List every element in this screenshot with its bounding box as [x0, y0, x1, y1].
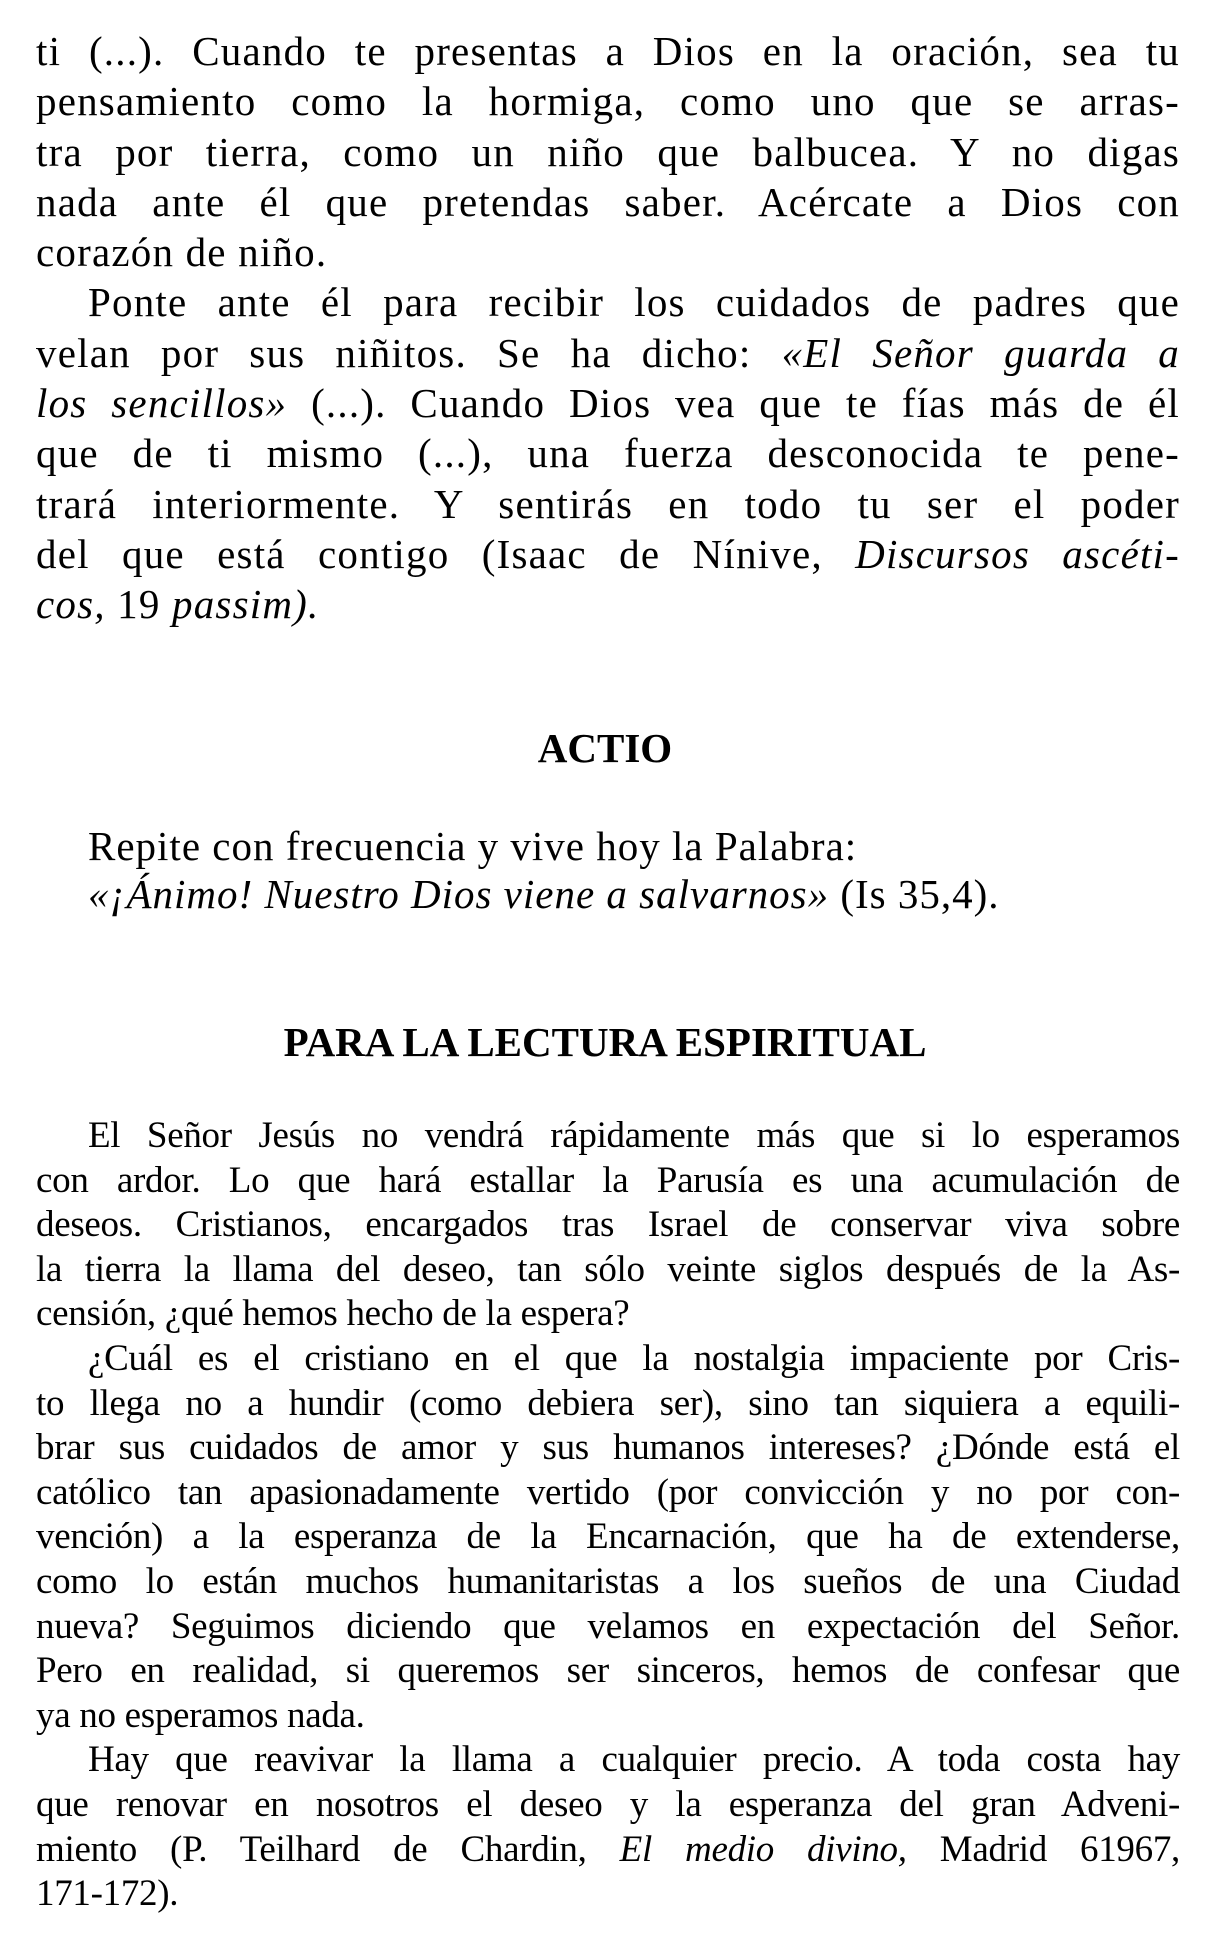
text-line [36, 277, 1180, 327]
text-segment: censión, ¿qué hemos hecho de la espera? [36, 1293, 630, 1335]
text-segment: velan por sus niñitos. Se ha dicho: [36, 329, 782, 376]
text-segment: miento (P. Teilhard de Chardin, [36, 1828, 620, 1870]
text-segment: Madrid 61967, [906, 1828, 1180, 1870]
text-line [36, 479, 1180, 529]
text-line [36, 177, 1180, 227]
text-segment: pensamiento como la hormiga, como uno que se arras- [36, 78, 1180, 125]
text-line [36, 1292, 1180, 1337]
text-line [36, 1872, 1180, 1917]
text-line [36, 1649, 1180, 1694]
text-line [36, 822, 1180, 870]
lectura-heading: PARA LA LECTURA ESPIRITUAL [283, 1019, 927, 1065]
text-line [36, 1114, 1180, 1159]
text-line [36, 428, 1180, 478]
text-line [36, 76, 1180, 126]
text-line [36, 1560, 1180, 1605]
text-line [36, 1203, 1180, 1248]
text-segment: 19 [105, 581, 173, 628]
text-segment: ¿Cuál es el cristiano en el que la nostalgia impaciente por Cris- [88, 1337, 1180, 1379]
text-segment: nada ante él que pretendas saber. Acércate a Dios con [36, 178, 1180, 225]
italic-text: Discursos ascéti- [855, 530, 1180, 577]
text-line [36, 529, 1180, 579]
text-line [36, 1605, 1180, 1650]
text-line [36, 1694, 1180, 1739]
paragraph [36, 26, 1180, 277]
lectura-text [36, 1114, 1180, 1917]
paragraph [36, 277, 1180, 629]
paragraph [36, 1114, 1180, 1337]
text-line [36, 26, 1180, 76]
text-line [36, 579, 1180, 629]
text-line [36, 1738, 1180, 1783]
italic-text: cos, [36, 581, 106, 628]
italic-text: «El Señor guarda a [781, 329, 1180, 376]
paragraph [36, 1738, 1180, 1916]
text-segment: to llega no a hundir (como debiera ser), sino tan siquiera a equili- [36, 1382, 1180, 1424]
text-segment: que renovar en nosotros el deseo y la esperanza del gran Adveni- [36, 1783, 1180, 1825]
italic-text: passim). [172, 581, 320, 628]
text-segment: (Is 35,4). [829, 871, 1000, 917]
text-segment: como lo están muchos humanitaristas a los sueños de una Ciudad [36, 1560, 1180, 1602]
text-segment: tra por tierra, como un niño que balbucea. Y no digas [36, 128, 1180, 175]
text-segment: vención) a la esperanza de la Encarnación, que ha de extenderse, [36, 1516, 1180, 1558]
text-line [36, 328, 1180, 378]
actio-text [36, 822, 1180, 918]
text-segment: trará interiormente. Y sentirás en todo tu ser el poder [36, 480, 1180, 527]
text-segment: nueva? Seguimos diciendo que velamos en expectación del Señor. [36, 1605, 1180, 1647]
text-line [36, 1248, 1180, 1293]
text-segment: corazón de niño. [36, 229, 328, 276]
text-line [36, 1783, 1180, 1828]
text-segment: brar sus cuidados de amor y sus humanos intereses? ¿Dónde está el [36, 1427, 1180, 1469]
text-line [36, 1515, 1180, 1560]
meditation-text [36, 26, 1180, 630]
paragraph [36, 1337, 1180, 1738]
text-line [36, 1471, 1180, 1516]
text-line [36, 127, 1180, 177]
text-segment: Ponte ante él para recibir los cuidados de padres que [88, 279, 1180, 326]
text-line [36, 1828, 1180, 1873]
text-line [36, 1159, 1180, 1204]
text-segment: Repite con frecuencia y vive hoy la Palabra: [88, 823, 858, 869]
italic-text: los sencillos» [36, 380, 288, 427]
text-segment: la tierra la llama del deseo, tan sólo veinte siglos después de la As- [36, 1248, 1180, 1290]
text-segment: que de ti mismo (...), una fuerza desconocida te pene- [36, 430, 1180, 477]
italic-text: «¡Ánimo! Nuestro Dios viene a salvarnos» [88, 871, 830, 917]
text-segment: (...). Cuando Dios vea que te fías más de él [287, 380, 1180, 427]
text-line [36, 870, 1180, 918]
text-segment: con ardor. Lo que hará estallar la Parusía es una acumulación de [36, 1159, 1180, 1201]
text-line [36, 1426, 1180, 1471]
text-segment: del que está contigo (Isaac de Nínive, [36, 530, 856, 577]
text-segment: ya no esperamos nada. [36, 1694, 365, 1736]
italic-text: El medio divino, [619, 1828, 907, 1870]
text-segment: ti (...). Cuando te presentas a Dios en la oración, sea tu [36, 28, 1180, 74]
text-line [36, 227, 1180, 277]
text-line [36, 1382, 1180, 1427]
actio-heading: ACTIO [537, 725, 673, 771]
text-line [36, 1337, 1180, 1382]
text-line [36, 378, 1180, 428]
text-segment: deseos. Cristianos, encargados tras Israel de conservar viva sobre [36, 1204, 1180, 1246]
text-segment: Pero en realidad, si queremos ser sinceros, hemos de confesar que [36, 1650, 1180, 1692]
text-segment: católico tan apasionadamente vertido (por convicción y no por con- [36, 1471, 1180, 1513]
text-segment: El Señor Jesús no vendrá rápidamente más que si lo esperamos [88, 1115, 1180, 1156]
text-segment: 171-172). [36, 1873, 179, 1915]
text-segment: Hay que reavivar la llama a cualquier precio. A toda costa hay [88, 1739, 1180, 1781]
